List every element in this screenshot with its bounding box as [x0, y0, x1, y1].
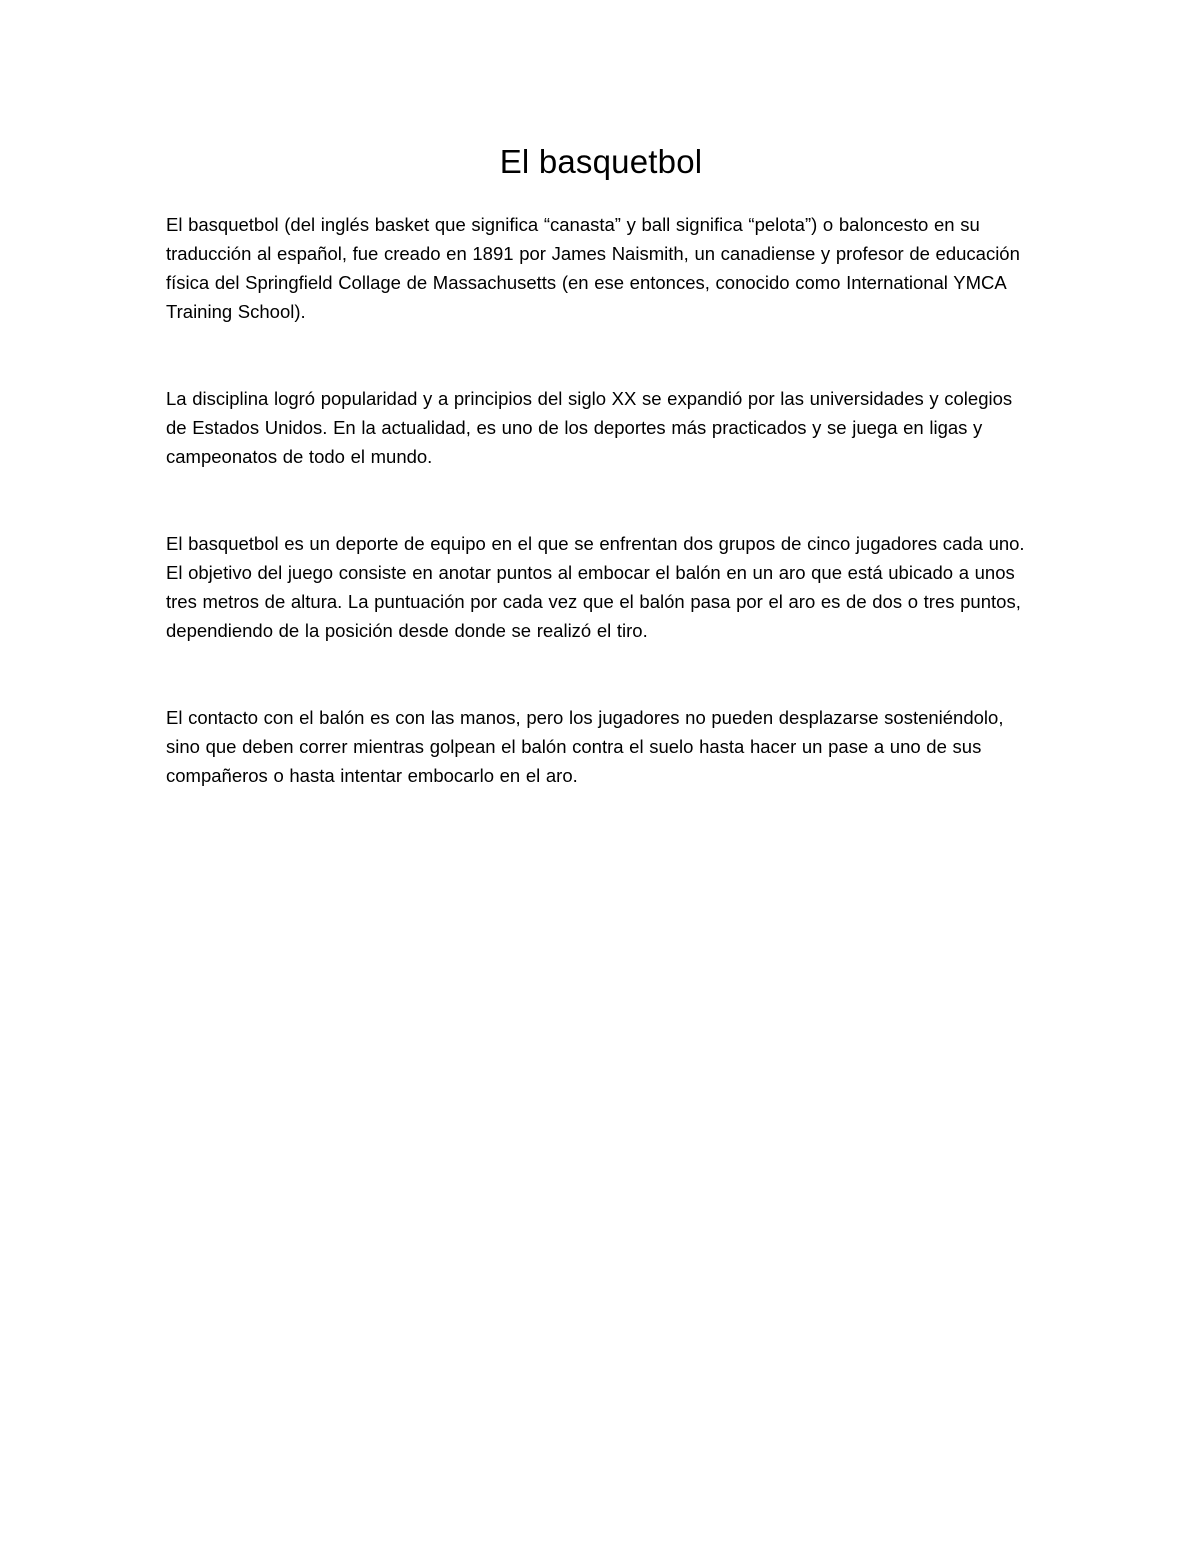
paragraph-1: El basquetbol (del inglés basket que significa “canasta” y ball significa “pelota”) o baloncesto en su traducción al español, fue creado en 1891 por James Naismith, un canadiense y profesor de educación física del Springfield Collage de Massachusetts (en ese entonces, conocido como International YMCA Training School).: [166, 214, 1020, 322]
paragraph-4: El contacto con el balón es con las manos, pero los jugadores no pueden desplazarse sosteniéndolo, sino que deben correr mientras golpean el balón contra el suelo hasta hacer un pase a uno de sus compañeros o hasta intentar embocarlo en el aro.: [166, 707, 1004, 786]
paragraph-2: La disciplina logró popularidad y a principios del siglo XX se expandió por las universidades y colegios de Estados Unidos. En la actualidad, es uno de los deportes más practicados y se juega en ligas y campeonatos de todo el mundo.: [166, 388, 1013, 467]
document-body: [166, 142, 1036, 848]
document-title: El basquetbol: [499, 143, 703, 180]
paragraph-3: El basquetbol es un deporte de equipo en el que se enfrentan dos grupos de cinco jugadores cada uno. El objetivo del juego consiste en anotar puntos al embocar el balón en un aro que está ubicado a unos tres metros de altura. La puntuación por cada vez que el balón pasa por el aro es de dos o tres puntos, dependiendo de la posición desde donde se realizó el tiro.: [166, 533, 1025, 641]
